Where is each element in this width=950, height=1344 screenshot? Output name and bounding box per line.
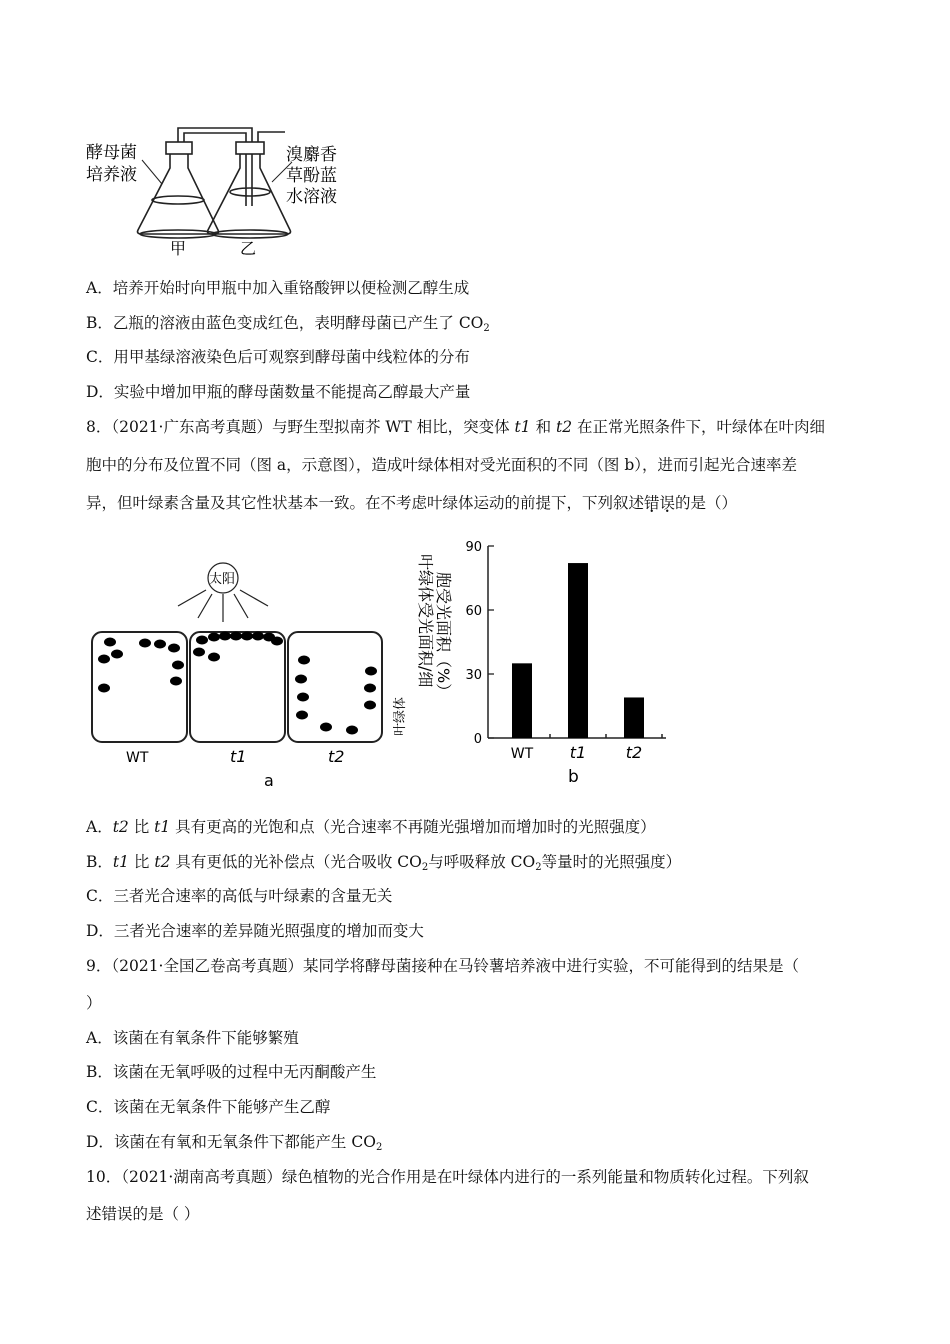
figure-b-bar-chart (408, 530, 678, 792)
q8-stem-line-3 (86, 493, 737, 513)
cell-label-t1: t1 (230, 747, 247, 766)
q8-stem-text-b: 在正常光照条件下，叶绿体在叶肉细 (572, 418, 826, 436)
chart-bar-wt (512, 663, 532, 738)
q8-emphasis-2: 误 (659, 494, 676, 512)
chart-ylabel-line-2: 胞受光面积（%） (434, 572, 453, 700)
q10-stem-line-1: 10．（2021·湖南高考真题）绿色植物的光合作用是在叶绿体内进行的一系列能量和物质转化过程。下列叙 (86, 1168, 809, 1186)
q8-option-a (86, 817, 656, 837)
q8-option-b-text-1: 具有更低的光补偿点（光合吸收 CO (170, 853, 422, 871)
q8-option-b-letter: B． (86, 853, 113, 871)
q8-stem-t2: t2 (556, 418, 573, 436)
chart-x-tick-label-2: t2 (625, 743, 643, 762)
q8-stem-line-3-a: 异，但叶绿素含量及其它性状基本一致。在不考虑叶绿体运动的前提下，下列叙述 (86, 494, 645, 512)
q9-option-d (86, 1132, 382, 1158)
figure-a-chloroplast-cells (88, 560, 428, 796)
chart-y-tick-label-1: 30 (465, 668, 482, 683)
fig7-left-label-1: 酵母菌 (86, 143, 137, 163)
q7-option-d: D．实验中增加甲瓶的酵母菌数量不能提高乙醇最大产量 (86, 383, 471, 401)
cell-t1 (190, 632, 285, 742)
q8-stem-t1: t1 (514, 418, 531, 436)
figure-b-caption: b (568, 767, 579, 787)
q8-stem-line-3-b: 的是（） (675, 494, 738, 512)
q9-option-a: A．该菌在有氧条件下能够繁殖 (86, 1029, 299, 1047)
q9-option-d-sub: 2 (375, 1142, 383, 1153)
q8-stem-text-a: 8．（2021·广东高考真题）与野生型拟南芥 WT 相比，突变体 (86, 418, 515, 436)
chart-y-tick-label-0: 0 (473, 732, 482, 747)
chart-bar-t2 (624, 697, 644, 738)
q9-stem-line-1: 9．（2021·全国乙卷高考真题）某同学将酵母菌接种在马铃薯培养液中进行实验，不可能得到的结果是（ (86, 957, 799, 975)
q8-option-b-t1: t1 (112, 853, 129, 871)
chart-bar-t1 (568, 563, 588, 738)
q8-option-a-t1: t1 (154, 818, 171, 836)
q8-emphasis-1: 错 (644, 494, 660, 512)
chart-x-tick-label-0: WT (510, 746, 534, 762)
fig7-flask-b-label: 乙 (240, 239, 257, 258)
q8-option-a-letter: A． (86, 818, 113, 836)
fig7-flask-a-label: 甲 (170, 239, 187, 258)
q10-stem-line-2: 述错误的是（ ） (86, 1205, 200, 1223)
cell-label-wt: WT (126, 750, 149, 766)
chart-y-tick-label-3: 90 (465, 540, 482, 555)
q9-option-d-text: D．该菌在有氧和无氧条件下都能产生 CO (86, 1133, 376, 1151)
q8-option-b-text-2: 与呼吸释放 CO (428, 853, 536, 871)
chart-x-tick-label-1: t1 (569, 743, 587, 762)
chart-y-tick-label-2: 60 (465, 604, 482, 619)
q8-option-b-sub-2: 2 (535, 862, 542, 873)
q9-stem-line-2: ） (86, 994, 102, 1012)
q9-option-c: C．该菌在无氧条件下能够产生乙醇 (86, 1098, 331, 1116)
q7-option-b-text: B．乙瓶的溶液由蓝色变成红色，表明酵母菌已产生了 CO (86, 314, 484, 332)
q8-option-b-mid: 比 (128, 853, 155, 871)
chart-ylabel-line-1: 叶绿体受光面积/细 (416, 554, 435, 688)
q8-option-d: D．三者光合速率的差异随光照强度的增加而变大 (86, 922, 424, 940)
q8-option-a-mid: 比 (128, 818, 155, 836)
q8-stem-line-2: 胞中的分布及位置不同（图 a，示意图），造成叶绿体相对受光面积的不同（图 b），进而引起光合速率差 (86, 456, 798, 474)
q8-stem-mid: 和 (530, 418, 556, 436)
q7-option-c: C．用甲基绿溶液染色后可观察到酵母菌中线粒体的分布 (86, 348, 470, 366)
q8-stem-line-1 (86, 417, 825, 437)
fig7-left-label-2: 培养液 (86, 165, 137, 185)
q8-option-b-t2: t2 (154, 853, 171, 871)
q7-option-b-sub: 2 (483, 323, 490, 334)
q7-option-b (86, 313, 490, 339)
q8-option-a-text: 具有更高的光饱和点（光合速率不再随光强增加而增加时的光照强度） (170, 818, 656, 836)
fig7-right-label-2: 草酚蓝 (286, 166, 337, 186)
q8-option-b-text-3: 等量时的光照强度） (541, 853, 682, 871)
q8-option-b (86, 852, 681, 878)
q8-option-a-t2: t2 (112, 818, 129, 836)
flask-apparatus-figure (80, 120, 370, 260)
sun-label: 太阳 (209, 572, 236, 587)
figure-a-caption: a (264, 771, 274, 790)
cell-label-t2: t2 (328, 747, 345, 766)
fig7-right-label-3: 水溶液 (286, 187, 337, 207)
q8-option-b-sub-1: 2 (421, 862, 429, 873)
q9-option-b: B．该菌在无氧呼吸的过程中无丙酮酸产生 (86, 1063, 377, 1081)
q7-option-a: A．培养开始时向甲瓶中加入重铬酸钾以便检测乙醇生成 (86, 279, 470, 297)
chloroplast-label: 叶绿体 (393, 696, 408, 736)
q8-option-c: C．三者光合速率的高低与叶绿素的含量无关 (86, 887, 393, 905)
fig7-right-label-1: 溴麝香 (286, 145, 337, 165)
